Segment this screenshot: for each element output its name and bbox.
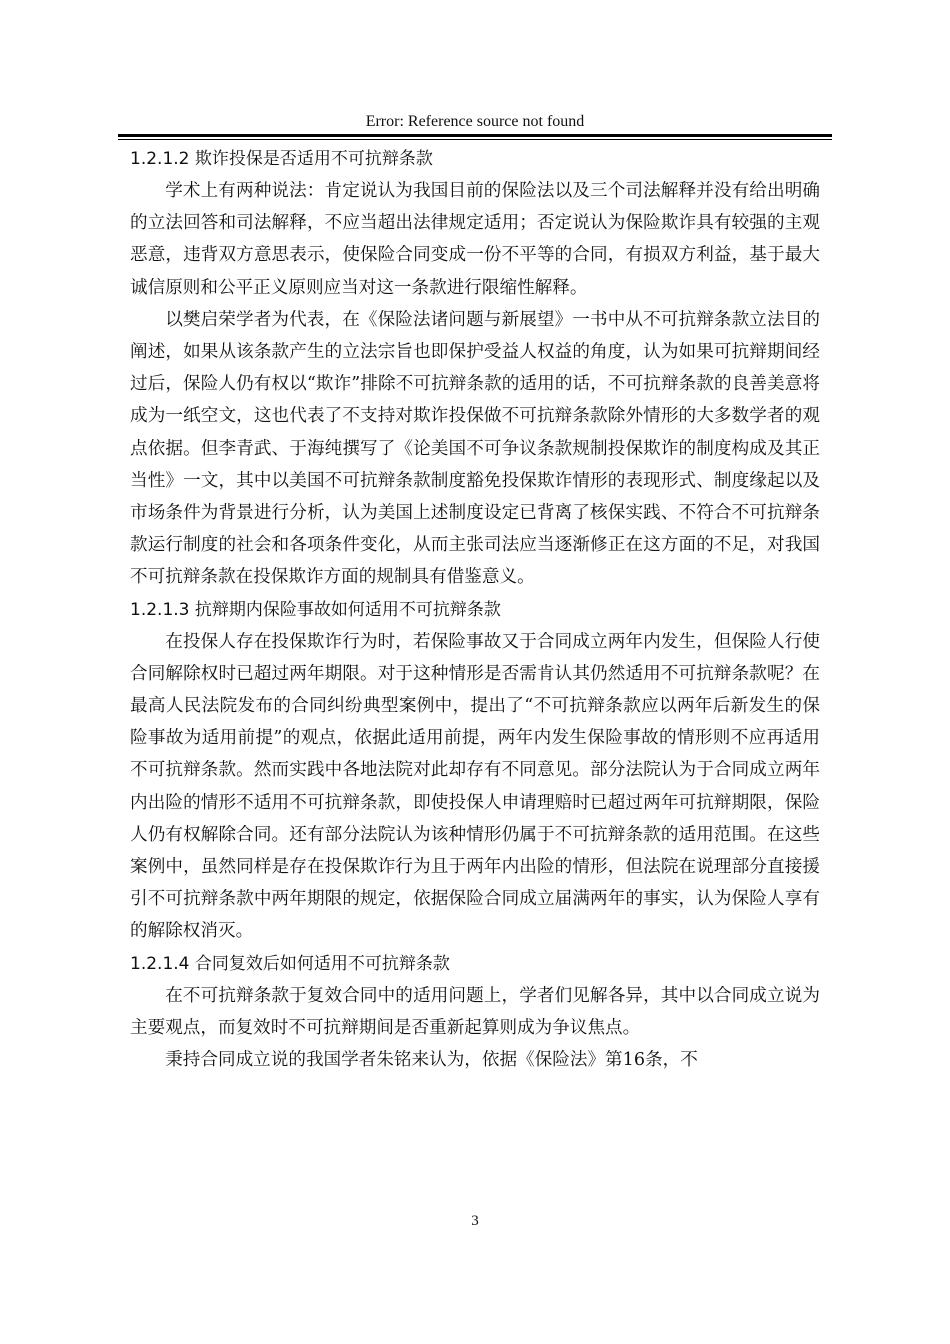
paragraph: 在不可抗辩条款于复效合同中的适用问题上，学者们见解各异，其中以合同成立说为主要观点，而复效时不可抗辩期间是否重新起算则成为争议焦点。 [130,985,820,1038]
paragraph: 秉持合同成立说的我国学者朱铭来认为，依据《保险法》第16条，不 [165,1050,698,1071]
page-body [130,143,820,1076]
paragraph: 以樊启荣学者为代表，在《保险法诸问题与新展望》一书中从不可抗辩条款立法目的阐述，如果从该条款产生的立法宗旨也即保护受益人权益的角度，认为如果可抗辩期间经过后，保险人仍有权以“欺诈”排除不可抗辩条款的适用的话，不可抗辩条款的良善美意将成为一纸空文，这也代表了不支持对欺诈投保做不可抗辩条款除外情形的大多数学者的观点依据。但李青武、于海纯撰写了《论美国不可争议条款规制投保欺诈的制度构成及其正当性》一文，其中以美国不可抗辩条款制度豁免投保欺诈情形的表现形式、制度缘起以及市场条件为背景进行分析，认为美国上述制度设定已背离了核保实践、不符合不可抗辩条款运行制度的社会和各项条件变化，从而主张司法应当逐渐修正在这方面的不足，对我国不可抗辩条款在投保欺诈方面的规制具有借鉴意义。 [130,309,820,588]
header-rule-thick [118,134,832,137]
paragraph: 学术上有两种说法：肯定说认为我国目前的保险法以及三个司法解释并没有给出明确的立法回答和司法解释，不应当超出法律规定适用；否定说认为保险欺诈具有较强的主观恶意，违背双方意思表示，使保险合同变成一份不平等的合同，有损双方利益，基于最大诚信原则和公平正义原则应当对这一条款进行限缩性解释。 [130,181,820,298]
running-header: Error: Reference source not found [365,113,585,130]
section-heading: 1.2.1.3 抗辩期内保险事故如何适用不可抗辩条款 [130,599,501,620]
page-number: 3 [471,1213,479,1229]
section-heading: 1.2.1.4 合同复效后如何适用不可抗辩条款 [130,953,450,974]
header-rule-thin [118,139,832,140]
paragraph: 在投保人存在投保欺诈行为时，若保险事故又于合同成立两年内发生，但保险人行使合同解除权时已超过两年期限。对于这种情形是否需肯认其仍然适用不可抗辩条款呢？在最高人民法院发布的合同纠纷典型案例中，提出了“不可抗辩条款应以两年后新发生的保险事故为适用前提”的观点，依据此适用前提，两年内发生保险事故的情形则不应再适用不可抗辩条款。然而实践中各地法院对此却存有不同意见。部分法院认为于合同成立两年内出险的情形不适用不可抗辩条款，即使投保人申请理赔时已超过两年可抗辩期限，保险人仍有权解除合同。还有部分法院认为该种情形仍属于不可抗辩条款的适用范围。在这些案例中，虽然同样是存在投保欺诈行为且于两年内出险的情形，但法院在说理部分直接援引不可抗辩条款中两年期限的规定，依据保险合同成立届满两年的事实，认为保险人享有的解除权消灭。 [130,631,820,942]
section-heading: 1.2.1.2 欺诈投保是否适用不可抗辩条款 [130,149,433,169]
